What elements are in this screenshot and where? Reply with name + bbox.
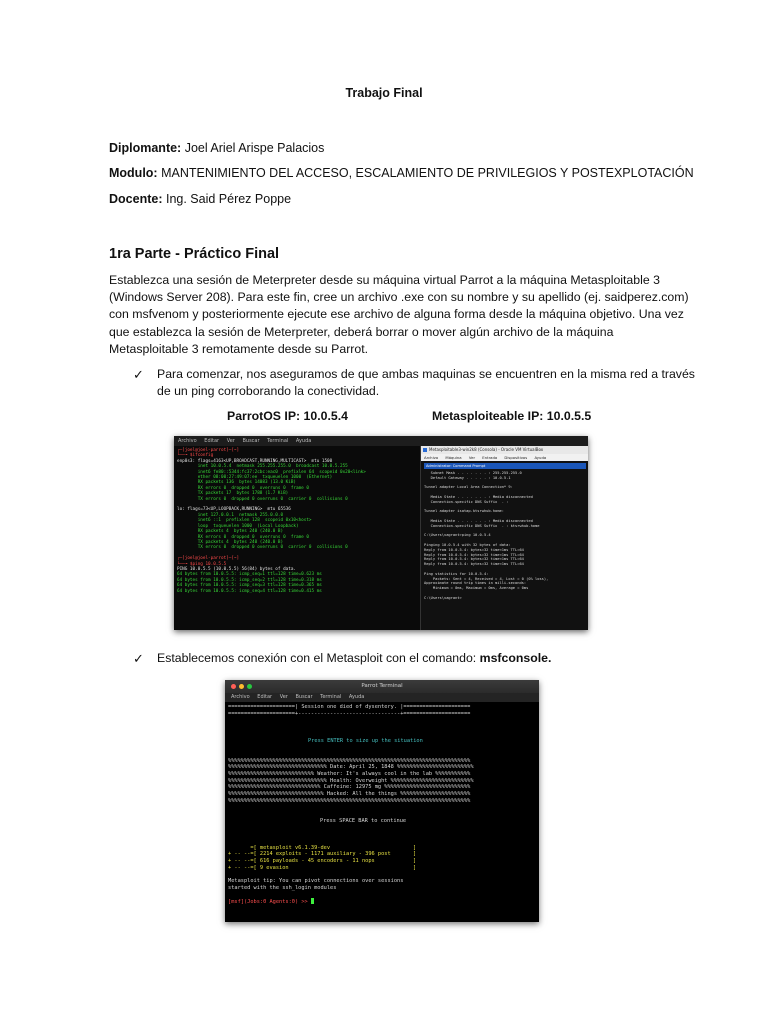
cmd-line: Tunnel adapter Local Area Connection* 9:: [424, 485, 513, 490]
terminal-line: └──╼ $ifconfig: [177, 453, 214, 459]
terminal-line: %%%%%%%%%%%%%%%%%%%%%%%%%%%%%%%%%%%%%%%%%%%%%%%%%%%%%%%%%%%%%%%%%%%%%%%%%%%%: [228, 757, 471, 764]
cmd-line: Connection-specific DNS Suffix . : ktsrwhub.home: [424, 523, 540, 528]
paragraph-line: Establezca una sesión de Meterpreter desde su máquina virtual Parrot a la máquina Metasploitable 3: [109, 273, 660, 287]
terminal-line: lo: flags=73<UP,LOOPBACK,RUNNING> mtu 65536: [177, 507, 291, 513]
checkmark-icon: ✓: [133, 651, 144, 666]
terminal-line: inet 10.0.5.4 netmask 255.255.255.0 broadcast 10.0.5.255: [177, 464, 348, 470]
terminal-line: 64 bytes from 10.0.5.5: icmp_seq=4 ttl=128 time=0.415 ms: [177, 588, 322, 594]
terminal-line: PING 10.0.5.5 (10.0.5.5) 56(84) bytes of data.: [177, 566, 296, 572]
menu-item: Dispositivos: [504, 455, 528, 460]
menu-item: Máquina: [445, 455, 462, 460]
menu-item: Ayuda: [295, 438, 312, 444]
terminal-line: RX errors 0 dropped 0 overruns 0 frame 0: [177, 485, 309, 491]
terminal-line: TX packets 17 bytes 1788 (1.7 KiB): [177, 491, 289, 497]
menu-item: Ver: [468, 455, 476, 460]
ping-screenshot: [174, 436, 588, 630]
terminal-line: RX packets 136 bytes 14083 (13.0 KiB): [177, 480, 296, 486]
terminal-line: %%%%%%%%%%%%%%%%%%%%%%%%%%%%%%% Date: April 25, 1848 %%%%%%%%%%%%%%%%%%%%%%%%: [228, 764, 474, 771]
cmd-output: [421, 471, 588, 601]
terminal-line: 64 bytes from 10.0.5.5: icmp_seq=1 ttl=128 time=0.623 ms: [177, 572, 322, 578]
parrot-terminal-menubar: [174, 436, 588, 446]
paragraph-line: Metasploitable 3 remotamente desde su Parrot.: [109, 341, 369, 356]
document-title: Trabajo Final: [345, 86, 423, 100]
menu-item: Editar: [204, 438, 220, 444]
cmd-line: Minimum = 0ms, Maximum = 0ms, Average = 0ms: [424, 586, 529, 591]
modulo-value: MANTENIMIENTO DEL ACCESO, ESCALAMIENTO DE PRIVILEGIOS Y POSTEXPLOTACIÓN: [161, 166, 694, 180]
maximize-icon: [247, 684, 252, 689]
terminal-line: 64 bytes from 10.0.5.5: icmp_seq=3 ttl=128 time=0.365 ms: [177, 583, 322, 589]
cmd-line: Packets: Sent = 4, Received = 4, Lost = 0 (0% loss),: [424, 576, 549, 581]
terminal-line: RX errors 0 dropped 0 overruns 0 frame 0: [177, 534, 309, 540]
bullet-msfconsole: [133, 650, 673, 668]
terminal-line: Press SPACE BAR to continue: [320, 817, 407, 824]
terminal-line: =====================+--------------------------------+=====================: [228, 710, 471, 717]
section-heading: 1ra Parte - Práctico Final: [109, 246, 280, 262]
virtualbox-titlebar: Metasploitable3-win2k8 (Consola) - Oracle VM VirtualBox: [421, 446, 588, 454]
terminal-line: TX errors 0 dropped 0 overruns 0 carrier 0 collisions 0: [177, 496, 348, 502]
terminal-line: %%%%%%%%%%%%%%%%%%%%%%%%%%%%% Caffeine: 12975 mg %%%%%%%%%%%%%%%%%%%%%%%%%%%: [228, 784, 471, 791]
menu-item: Entrada: [482, 455, 498, 460]
docente-label: Docente:: [109, 192, 163, 206]
close-icon: [231, 684, 236, 689]
msfconsole-screenshot: [225, 680, 539, 922]
cmd-line: Media State . . . . . . . : Media disconnected: [424, 494, 533, 499]
cmd-line: Pinging 10.0.5.4 with 32 bytes of data:: [424, 542, 511, 547]
diplomante-line: [109, 141, 324, 155]
bullet-text-line: [157, 650, 551, 667]
parrot-terminal-output: [174, 446, 418, 630]
terminal-line: loop txqueuelen 1000 (Local Loopback): [177, 523, 299, 529]
command-name: msfconsole.: [479, 651, 552, 665]
terminal-line: %%%%%%%%%%%%%%%%%%%%%%%%%%% Weather: It's always cool in the lab %%%%%%%%%%%: [228, 771, 471, 778]
msf-prompt-line: [228, 898, 536, 906]
terminal-cursor[interactable]: [311, 898, 314, 904]
menu-item: Terminal: [267, 438, 289, 444]
minimize-icon: [239, 684, 244, 689]
paragraph-line: (Windows Server 208). Para este fin, cree un archivo .exe con su nombre y su apellido (ej. saidperez.com): [109, 290, 689, 305]
docente-line: [109, 192, 291, 206]
terminal-line: =====================| Session one died of dysentery. |=====================: [228, 704, 471, 710]
cmd-line: Reply from 10.0.5.4: bytes=32 time<1ms TTL=64: [424, 557, 524, 562]
menu-item: Archivo: [424, 455, 439, 460]
diplomante-value: Joel Ariel Arispe Palacios: [184, 141, 325, 155]
paragraph-line: con msfvenom y posteriormente ejecute ese archivo de alguna forma desde la máquina objetivo. Una vez: [109, 307, 684, 322]
terminal-line: inet 127.0.0.1 netmask 255.0.0.0: [177, 512, 284, 518]
cmd-line: C:\Users\vagrant>ping 10.0.5.4: [424, 533, 491, 538]
terminal-menubar: [225, 693, 539, 702]
terminal-line: 64 bytes from 10.0.5.5: icmp_seq=2 ttl=128 time=0.318 ms: [177, 577, 322, 583]
cmd-line: Reply from 10.0.5.4: bytes=32 time<1ms TTL=64: [424, 552, 524, 557]
terminal-line: Metasploit tip: You can pivot connections over sessions: [228, 878, 404, 885]
diplomante-label: Diplomante:: [109, 141, 182, 155]
menu-item: Ayuda: [534, 455, 547, 460]
menu-item: Archivo: [231, 694, 250, 700]
terminal-line: Press ENTER to size up the situation: [308, 737, 423, 744]
virtualbox-menubar: [421, 454, 588, 461]
cmd-line: Approximate round trip times in milli-seconds:: [424, 581, 527, 586]
terminal-line: %%%%%%%%%%%%%%%%%%%%%%%%%%%%%%% Health: Overweight %%%%%%%%%%%%%%%%%%%%%%%%%%: [228, 777, 474, 784]
terminal-line: enp0s3: flags=4163<UP,BROADCAST,RUNNING,MULTICAST> mtu 1500: [177, 458, 333, 464]
cmd-line: Tunnel adapter isatap.ktsrwhub.home:: [424, 509, 504, 514]
terminal-line: %%%%%%%%%%%%%%%%%%%%%%%%%%%%%%%%%%%%%%%%%%%%%%%%%%%%%%%%%%%%%%%%%%%%%%%%%%%%: [228, 797, 471, 804]
bullet-ping: [133, 366, 695, 402]
terminal-line: TX packets 4 bytes 240 (240.0 B): [177, 539, 284, 545]
cmd-line: Reply from 10.0.5.4: bytes=32 time<1ms TTL=64: [424, 547, 524, 552]
instructions-paragraph: [109, 272, 689, 358]
bullet-text-line: de un ping corroborando la conectividad.: [157, 384, 380, 398]
cmd-line: Reply from 10.0.5.4: bytes=32 time<1ms TTL=64: [424, 562, 524, 567]
terminal-line: ┌─[joel@joel-parrot]─[~]: [177, 448, 240, 453]
terminal-line: ether 08:00:27:49:07:ee txqueuelen 1000 (Ethernet): [177, 475, 333, 481]
bullet-text: Establecemos conexión con el Metasploit con el comando:: [157, 651, 480, 665]
terminal-line: + -- --=[ 616 payloads - 45 encoders - 11 nops ]: [228, 858, 417, 865]
terminal-line: inet6 fe80::5344:fc37:2cbc:eac0 prefixlen 64 scopeid 0x20<link>: [177, 469, 366, 475]
menu-item: Buscar: [295, 694, 313, 700]
parrot-ip-label: ParrotOS IP: 10.0.5.4: [227, 409, 348, 423]
cmd-line: Ping statistics for 10.0.5.4:: [424, 571, 489, 576]
modulo-label: Modulo:: [109, 166, 158, 180]
cmd-line: Subnet Mask . . . . . . . : 255.255.255.0: [424, 471, 522, 475]
metasploitable-ip-label: Metasploiteable IP: 10.0.5.5: [432, 409, 592, 423]
menu-item: Ayuda: [348, 694, 365, 700]
menu-item: Terminal: [320, 694, 342, 700]
terminal-line: ┌─[joel@joel-parrot]─[~]: [177, 556, 240, 562]
cmd-line: Media State . . . . . . . : Media disconnected: [424, 518, 533, 523]
terminal-line: + -- --=[ 2214 exploits - 1171 auxiliary - 396 post ]: [228, 851, 417, 858]
menu-item: Archivo: [178, 438, 197, 444]
terminal-line: %%%%%%%%%%%%%%%%%%%%%%%%%%%%%% Hacked: All the things %%%%%%%%%%%%%%%%%%%%%%: [228, 791, 471, 798]
checkmark-icon: ✓: [133, 367, 144, 382]
terminal-line: + -- --=[ 9 evasion ]: [228, 864, 417, 871]
docente-value: Ing. Said Pérez Poppe: [165, 192, 292, 206]
menu-item: Buscar: [242, 438, 260, 444]
terminal-line: TX errors 0 dropped 0 overruns 0 carrier 0 collisions 0: [177, 545, 348, 551]
terminal-titlebar: [225, 680, 539, 693]
paragraph-line: que establezca la sesión de Meterpreter, deberá borrar o mover algún archivo de la máquina: [109, 324, 614, 339]
cmd-line: Connection-specific DNS Suffix . :: [424, 499, 509, 504]
terminal-line: =[ metasploit v6.1.39-dev ]: [228, 844, 417, 851]
modulo-line: [109, 166, 694, 180]
terminal-line: └──╼ $ping 10.0.5.5: [177, 561, 227, 567]
bullet-text-line: Para comenzar, nos aseguramos de que ambas maquinas se encuentren en la misma red a través: [157, 367, 695, 381]
menu-item: Editar: [257, 694, 273, 700]
terminal-line: RX packets 4 bytes 240 (240.0 B): [177, 529, 284, 535]
menu-item: Ver: [279, 694, 288, 700]
menu-item: Ver: [226, 438, 235, 444]
virtualbox-window: [420, 446, 588, 630]
terminal-window-title: Parrot Terminal: [361, 683, 403, 689]
msf-prompt: [msf](Jobs:0 Agents:0) >>: [228, 899, 311, 906]
msfconsole-output: [225, 702, 539, 922]
terminal-line: inet6 ::1 prefixlen 128 scopeid 0x10<host>: [177, 518, 312, 524]
cmd-line: Default Gateway . . . . . : 10.0.5.1: [424, 475, 511, 480]
cmd-line: C:\Users\vagrant>: [424, 595, 462, 600]
cmd-titlebar: Administrator: Command Prompt: [424, 463, 586, 469]
terminal-line: started with the ssh_login modules: [228, 884, 337, 891]
